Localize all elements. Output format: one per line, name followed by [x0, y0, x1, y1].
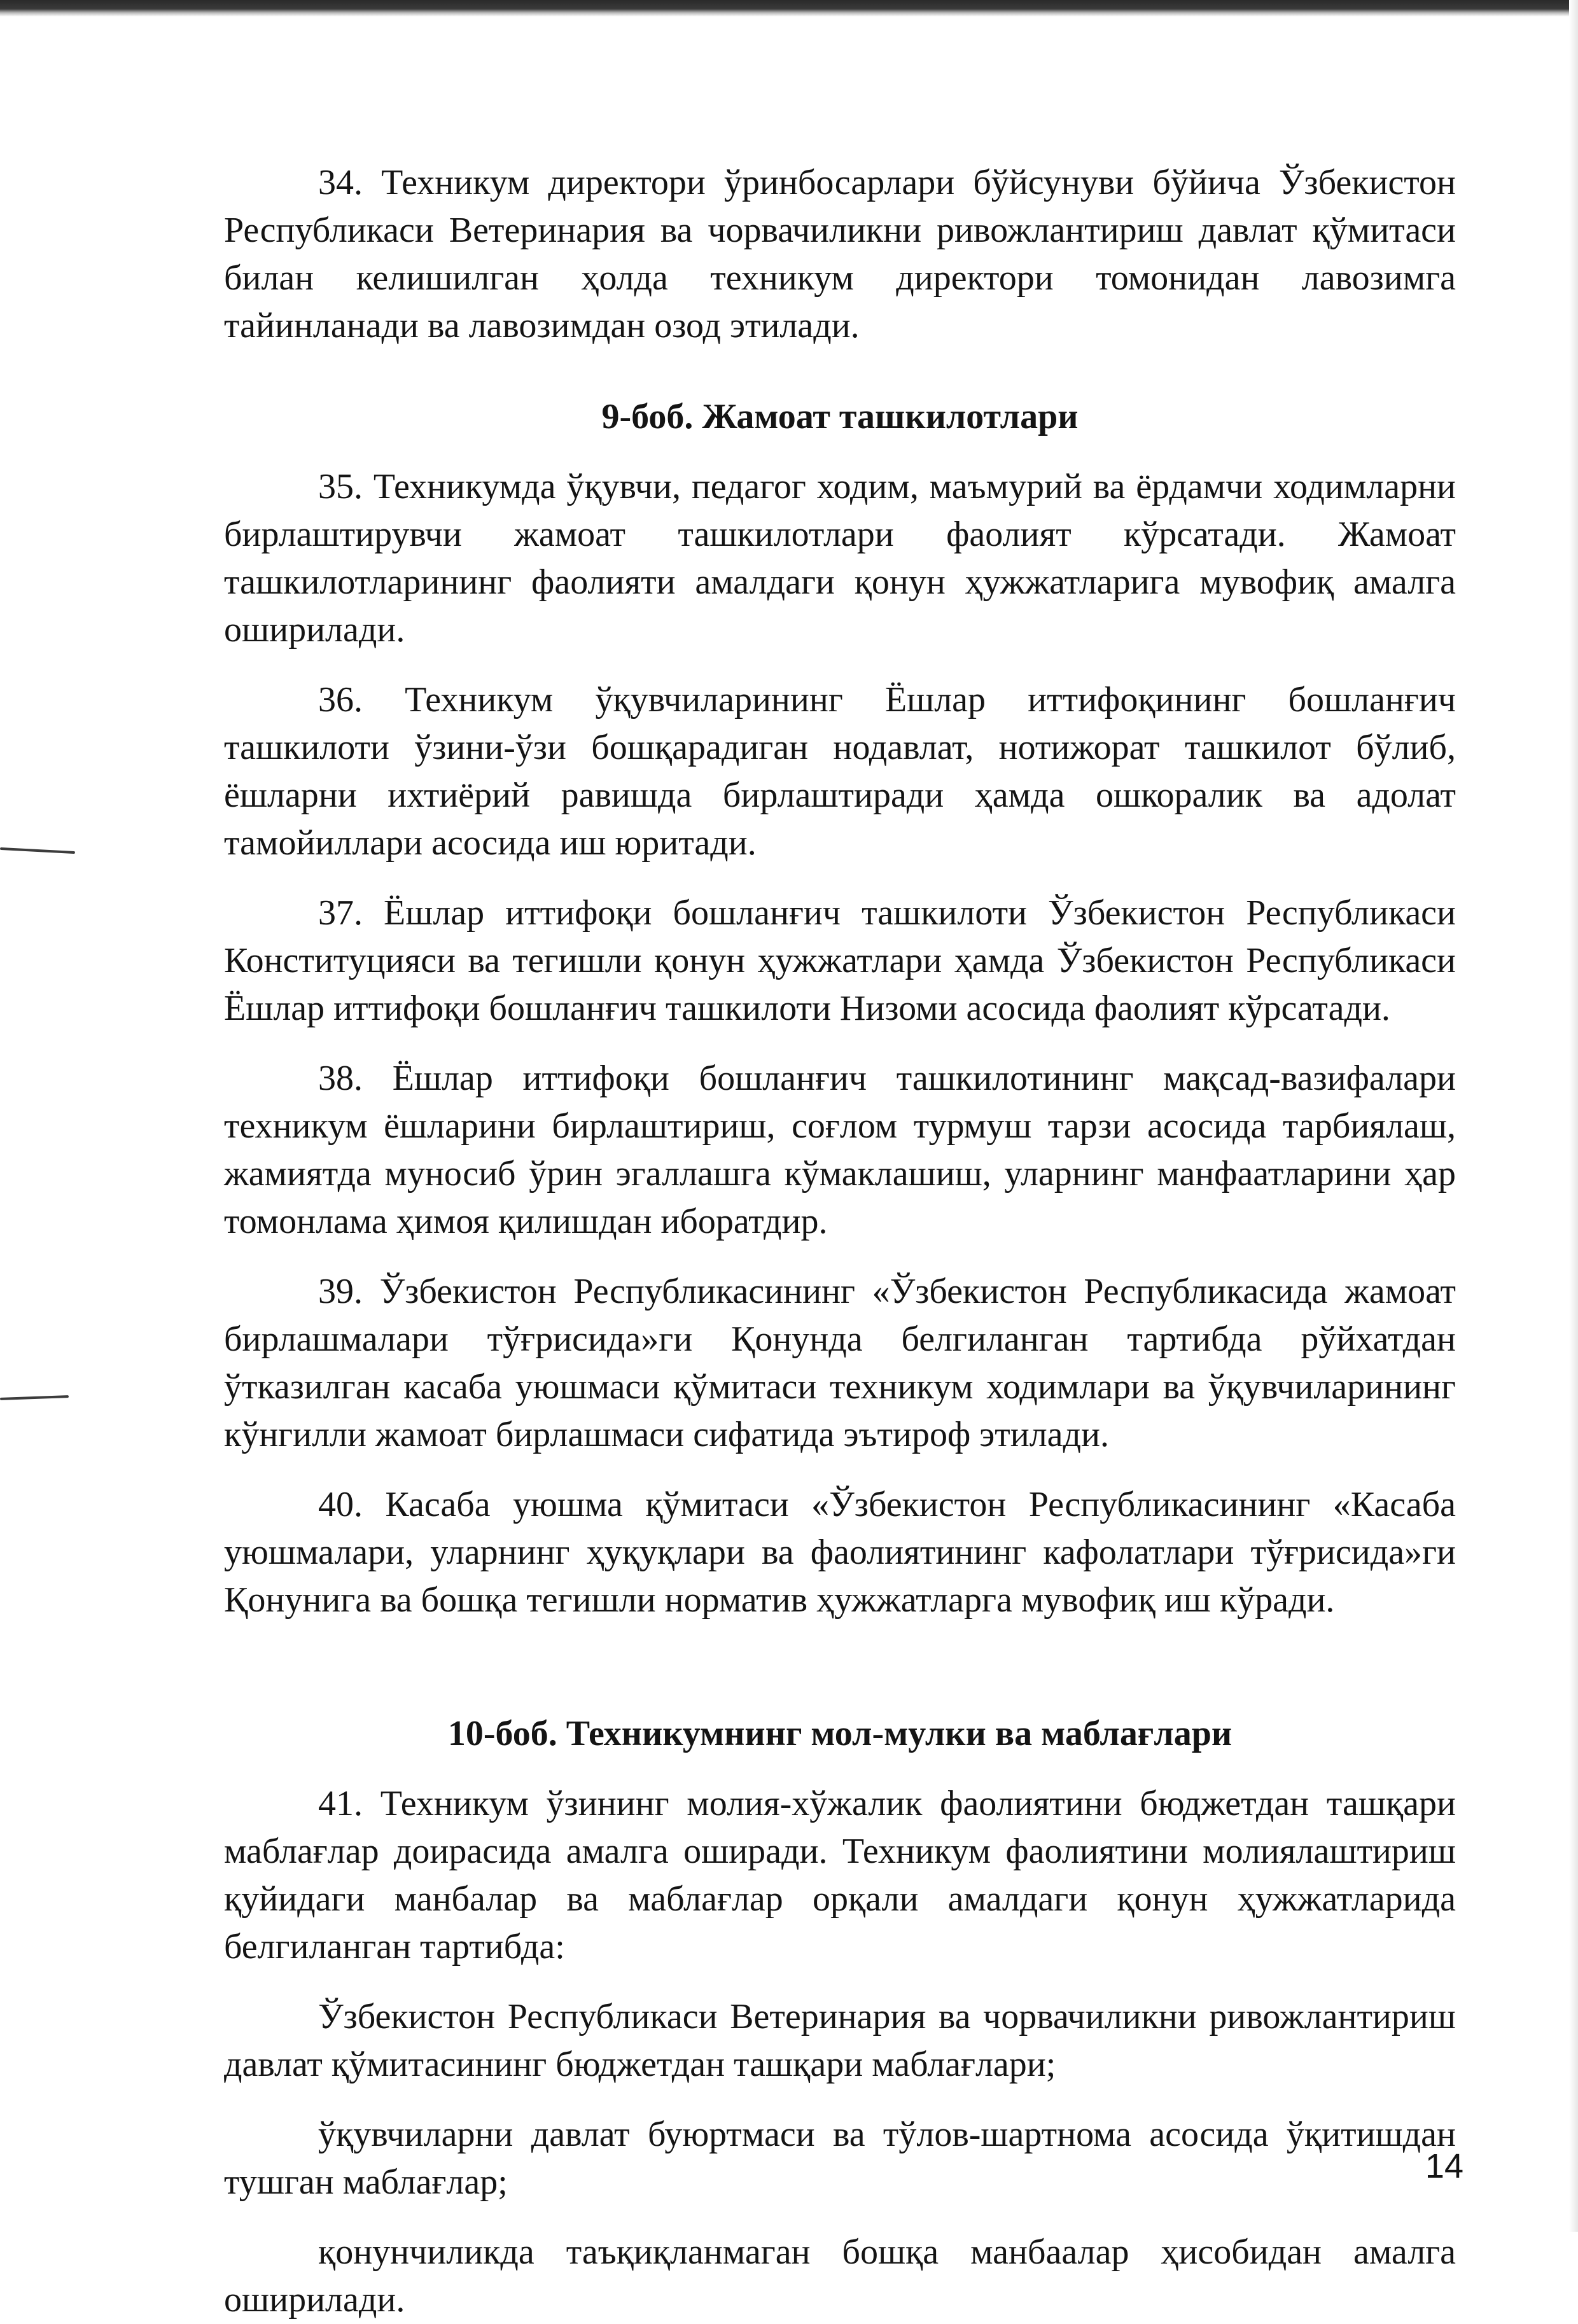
paragraph-35: 35. Техникумда ўқувчи, педагог ходим, маъмурий ва ёрдамчи ходимларни бирлаштирувчи жамоат ташкилотлари фаолият кўрсатади. Жамоат ташкилотларининг фаолияти амалдаги қонун ҳужжатларига мувофиқ амалга оширилади. [224, 467, 1456, 650]
paragraph-37: 37. Ёшлар иттифоқи бошланғич ташкилоти Ўзбекистон Республикаси Конституцияси ва тегишли қонун ҳужжатлари ҳамда Ўзбекистон Республикаси Ёшлар иттифоқи бошланғич ташкилоти Низоми асосида фаолият кўрсатади. [224, 893, 1456, 1028]
page-number: 14 [1425, 2147, 1463, 2185]
paragraph-41: 41. Техникум ўзининг молия-хўжалик фаолиятини бюджетдан ташқари маблағлар доирасида амалга оширади. Техникум фаолиятини молиялаштириш қуйидаги манбалар ва маблағлар орқали амалдаги қонун ҳужжатларида белгиланган тартибда: [224, 1784, 1456, 1966]
paragraph-40: 40. Касаба уюшма қўмитаси «Ўзбекистон Республикасининг «Касаба уюшмалари, уларнинг ҳуқуқлари ва фаолиятининг кафолатлари тўғрисида»ги Қонунига ва бошқа тегишли норматив ҳужжатларга мувофиқ иш кўради. [224, 1485, 1456, 1620]
staple-mark-lower [0, 1395, 69, 1400]
paragraph-39: 39. Ўзбекистон Республикасининг «Ўзбекистон Республикасида жамоат бирлашмалари тўғрисида»ги Қонунда белгиланган тартибда рўйхатдан ўтказилган касаба уюшмаси қўмитаси техникум ходимлари ва ўқувчиларининг кўнгилли жамоат бирлашмаси сифатида эътироф этилади. [224, 1272, 1456, 1454]
scan-top-edge [0, 0, 1578, 17]
chapter-9-title: 9-боб. Жамоат ташкилотлари [601, 397, 1079, 436]
funding-source-committee: Ўзбекистон Республикаси Ветеринария ва чорвачиликни ривожлантириш давлат қўмитасининг бюджетдан ташқари маблағлари; [224, 1997, 1456, 2084]
paragraph-38: 38. Ёшлар иттифоқи бошланғич ташкилотининг мақсад-вазифалари техникум ёшларини бирлаштириш, соғлом турмуш тарзи асосида тарбиялаш, жамиятда муносиб ўрин эгаллашга кўмаклашиш, уларнинг манфаатларини ҳар томонлама ҳимоя қилишдан иборатдир. [224, 1059, 1456, 1241]
scan-right-edge [1569, 0, 1578, 2232]
staple-mark-upper [0, 847, 75, 854]
paragraph-34: 34. Техникум директори ўринбосарлари бўйсунуви бўйича Ўзбекистон Республикаси Ветеринария ва чорвачиликни ривожлантириш давлат қўмитаси билан келишилган ҳолда техникум директори томонидан лавозимга тайинланади ва лавозимдан озод этилади. [224, 163, 1456, 345]
funding-source-tuition: ўқувчиларни давлат буюртмаси ва тўлов-шартнома асосида ўқитишдан тушган маблағлар; [224, 2115, 1456, 2202]
funding-source-other: қонунчиликда таъқиқланмаган бошқа манбаалар ҳисобидан амалга оширилади. [224, 2232, 1456, 2320]
chapter-10-title: 10-боб. Техникумнинг мол-мулки ва маблағлари [447, 1714, 1232, 1753]
paragraph-36: 36. Техникум ўқувчиларининг Ёшлар иттифоқининг бошланғич ташкилоти ўзини-ўзи бошқарадиган нодавлат, нотижорат ташкилот бўлиб, ёшларни ихтиёрий равишда бирлаштиради ҳамда ошкоралик ва адолат тамойиллари асосида иш юритади. [224, 680, 1456, 863]
page-body [224, 159, 1456, 2324]
